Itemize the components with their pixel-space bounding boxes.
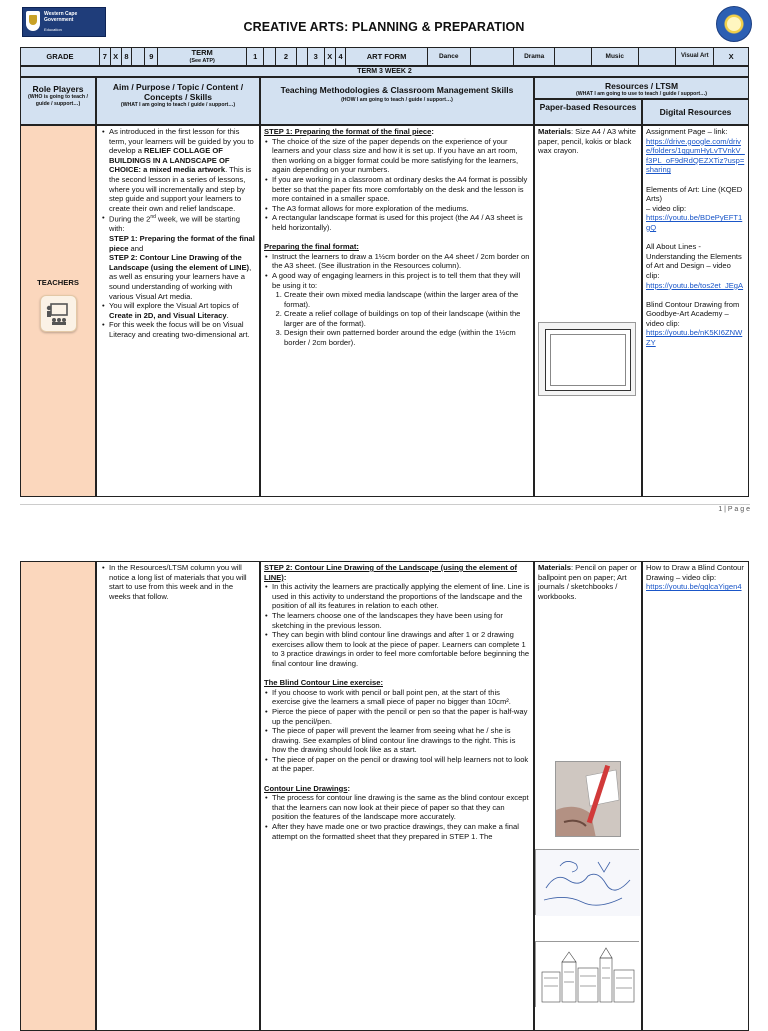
prep-numbered-1: 1. Create their own mixed media landscape (within the larger area of the format). <box>284 290 530 309</box>
all-about-lines-link[interactable]: https://youtu.be/tos2et_JEgA <box>646 280 744 290</box>
term-label: TERM (See ATP) <box>158 48 247 66</box>
contour-title: Contour Line Drawings: <box>264 783 351 793</box>
step1-bullet-2: • If you are working in a classroom at ordinary desks the A4 format is possibly better so that the paper fits more comfortably on the desk and the lesson is more contained in a smaller space. <box>272 175 530 204</box>
grade-label: GRADE <box>21 48 100 66</box>
aim-bullet-2: • During the 2nd week, we will be starting with: STEP 1: Preparing the format of the final piece and STEP 2: Contour Line Drawing of the Landscape (using the element of LINE), as well as ensuring your learners have a sound understanding of working with various Visual Art media. <box>109 213 256 301</box>
role-cell-page2 <box>20 561 96 1031</box>
grade-7-mark: X <box>110 48 121 66</box>
assignment-page-text: Assignment Page – link: <box>646 127 728 136</box>
blind-contour-text: Blind Contour Drawing from Goodbye-Art Academy – video clip: <box>646 299 740 328</box>
aim-bullet-1: • As introduced in the first lesson for this term, your learners will be guided by you to develop a RELIEF COLLAGE OF BUILDINGS IN A LANDSCAPE OF CHOICE: a mixed media artwork. This is the second lesson in a series of lessons, where you will incrementally and step by step guide and support your learners to create their own and relief landscape. <box>109 127 256 213</box>
step1-bullet-1: • The choice of the size of the paper depends on the experience of your learners and your class size and how it is set up. If you have an art room, then working on a bigger format could be more satisfying for the learners, again depending on your numbers. <box>272 137 530 175</box>
prep-bullet-1: • Instruct the learners to draw a 1½cm border on the A4 sheet / 2cm border on the A3 sheet. (See illustration in the Resources column). <box>272 252 530 271</box>
week-label: TERM 3 WEEK 2 <box>20 66 749 77</box>
digital-cell <box>642 125 749 497</box>
materials-text: Materials: Size A4 / A3 white paper, pencil, kokis or black wax crayon. <box>538 127 636 156</box>
blind-contour-link[interactable]: https://youtu.be/nK5KI6ZNWZY <box>646 328 743 348</box>
aim-cell <box>96 125 260 497</box>
blind-bullet-2: • Pierce the piece of paper with the pencil or pen so that the paper is half-way up the pencil/pen. <box>272 707 530 726</box>
prep-bullet-2: • A good way of engaging learners in this project is to tell them that they will be using it to: <box>272 271 530 290</box>
paper-based-header: Paper-based Resources <box>534 99 642 125</box>
step1-bullet-4: • A rectangular landscape format is used for this project (the A4 / A3 sheet is held horizontally). <box>272 213 530 232</box>
term-1: 1 <box>247 48 264 66</box>
step1-bullet-3: • The A3 format allows for more exploration of the mediums. <box>272 204 530 214</box>
step1-title: STEP 1: Preparing the format of the final piece: <box>264 127 434 136</box>
prep-numbered-2: 2. Create a relief collage of buildings on top of their landscape (within the larger are of the format). <box>284 309 530 328</box>
blind-bullet-1: • If you choose to work with pencil or ball point pen, at the start of this exercise give the learners a small piece of paper no bigger than 10cm². <box>272 688 530 707</box>
aim-header: Aim / Purpose / Topic / Content / Concepts / Skills (WHAT I am going to teach / guide / support…) <box>96 77 260 125</box>
term-3: 3 <box>307 48 324 66</box>
blind-contour-sketch-image <box>535 849 639 915</box>
blind-contour-video-link[interactable]: https://youtu.be/qqlcaYigen4 <box>646 582 742 592</box>
pencil-through-paper-photo <box>555 761 621 837</box>
term-2: 2 <box>276 48 297 66</box>
blind-contour-title: The Blind Contour Line exercise: <box>264 678 383 688</box>
drama-label: Drama <box>514 48 555 66</box>
dance-label: Dance <box>427 48 470 66</box>
grade-9: 9 <box>145 48 158 66</box>
elements-of-art-link[interactable]: https://youtu.be/BDePyEFT1gQ <box>646 213 743 232</box>
elements-of-art-sub: – video clip: <box>646 203 687 213</box>
grade-7: 7 <box>99 48 110 66</box>
assignment-page-link[interactable]: https://drive.google.com/drive/folders/1qgumHyLvTVnkV_f3PL_oF9dRdQEZXTiz?usp=sharing <box>646 136 745 175</box>
term-4: 4 <box>335 48 346 66</box>
blind-bullet-3: • The piece of paper will prevent the learner from seeing what he / she is drawing. See examples of blind contour line drawings to the right. This is how the drawing should look like as a start. <box>272 726 530 755</box>
methods-cell <box>260 125 534 497</box>
methods-cell-page2 <box>260 561 534 1031</box>
blind-contour-video-text: How to Draw a Blind Contour Drawing – video clip: <box>646 563 744 582</box>
logo-line-2: Government <box>44 17 74 23</box>
methods-header: Teaching Methodologies & Classroom Management Skills (HOW I am going to teach / guide / support…) <box>260 77 534 125</box>
resources-header: Resources / LTSM (WHAT I am going to use to teach / guide / support…) <box>534 77 749 99</box>
digital-cell-page2 <box>642 561 749 1031</box>
prep-title: Preparing the final format: <box>264 242 359 252</box>
a4-border-illustration <box>538 322 636 396</box>
digital-header: Digital Resources <box>642 99 749 125</box>
document-title: CREATIVE ARTS: PLANNING & PREPARATION <box>243 20 525 34</box>
contour-bullet-2: • After they have made one or two practice drawings, they can make a final attempt on the formatted sheet that they prepared in STEP 1. The <box>272 822 530 841</box>
aim-cell-page2 <box>96 561 260 1031</box>
paper-cell <box>534 125 642 497</box>
teachers-label: TEACHERS <box>37 278 79 287</box>
visual-art-mark: X <box>714 48 749 66</box>
teacher-presentation-icon <box>40 295 77 332</box>
step2-title: STEP 2: Contour Line Drawing of the Landscape (using the element of LINE): <box>264 563 518 582</box>
logo-line-1: Western Cape <box>44 11 78 17</box>
grade-term-artform-row <box>20 47 749 66</box>
step2-bullet-2: • The learners choose one of the landscapes they have been using for sketching in the previous lesson. <box>272 611 530 630</box>
aim-bullet-4: • For this week the focus will be on Visual Literacy and creating two-dimensional art. <box>109 320 256 339</box>
music-label: Music <box>592 48 639 66</box>
quality-badge-icon <box>716 6 752 42</box>
step2-bullet-3: • They can begin with blind contour line drawings and after 1 or 2 drawing exercises allow them to look at the piece of paper. Learners can complete 1 to 3 practice drawings in order to feel more comfortable before beginning the final contour line drawing. <box>272 630 530 668</box>
buildings-contour-sketch-image <box>535 941 639 1007</box>
blind-bullet-4: • The piece of paper on the pencil or drawing tool will help learners not to look at the paper. <box>272 755 530 774</box>
aim-bullet-3: • You will explore the Visual Art topics of Create in 2D, and Visual Literacy. <box>109 301 256 320</box>
elements-of-art-text: Elements of Art: Line (KQED Arts) <box>646 184 743 204</box>
all-about-lines-text: All About Lines - Understanding the Elements of Art and Design – video clip: <box>646 242 742 280</box>
materials-text-page2: Materials: Pencil on paper or ballpoint pen on paper; Art journals / sketchbooks / workbooks. <box>538 563 637 601</box>
art-form-label: ART FORM <box>346 48 427 66</box>
aim-page2-bullet: • In the Resources/LTSM column you will notice a long list of materials that you will start to use from this week and in the weeks that follow. <box>109 563 256 601</box>
visual-art-label: Visual Art <box>676 48 714 66</box>
footer-divider <box>20 504 750 505</box>
contour-bullet-1: • The process for contour line drawing is the same as the blind contour except that the learners can now look at their piece of paper so that they can position the features of the landscape more accurately. <box>272 793 530 822</box>
grade-8: 8 <box>121 48 132 66</box>
term-3-mark: X <box>324 48 335 66</box>
step2-bullet-1: • In this activity the learners are practically applying the element of line. Line is used in this activity to understand the proportions of the landscape and the position of all its features in relation to each other. <box>272 582 530 611</box>
page-number: 1 | P a g e <box>718 506 750 513</box>
logo-sub: Education <box>44 27 62 32</box>
prep-numbered-3: 3. Design their own patterned border around the edge (within the 1½cm border / 2cm border). <box>284 328 530 347</box>
role-players-header: Role Players (WHO is going to teach / guide / support…) <box>20 77 96 125</box>
